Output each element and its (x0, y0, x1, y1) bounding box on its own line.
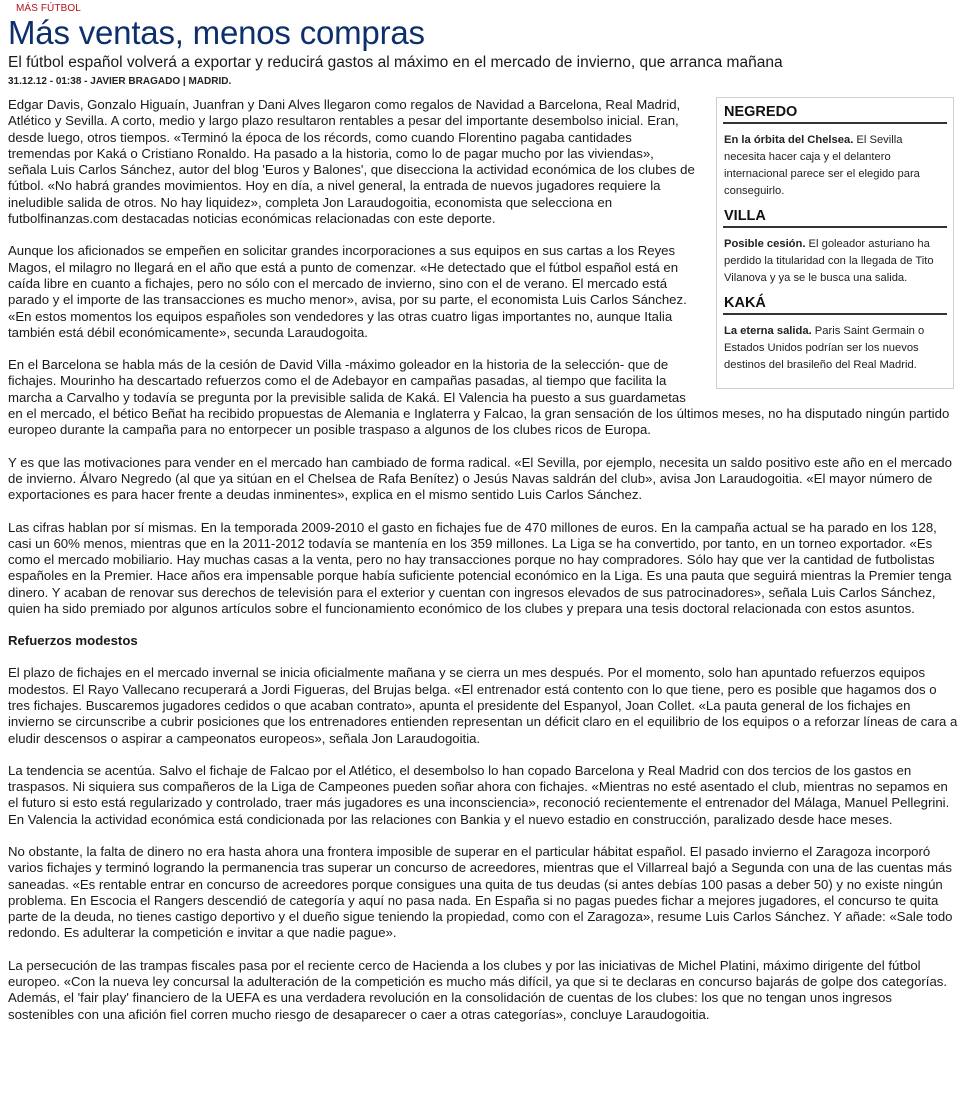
paragraph: Aunque los aficionados se empeñen en solicitar grandes incorporaciones a sus equipos en sus cartas a los Reyes Magos, el milagro no llegará en el año que está a punto de comenzar. «He detectado que el fútbol español está en caída libre en cuanto a fichajes, pero no sólo con el mercado de invierno, sino con el de verano. El mercado está parado y el importe de las transacciones es mucho menor», avisa, por su parte, el economista Luis Carlos Sánchez. «En estos momentos los equipos españoles son vendedores y las otras cuatro ligas importantes no, aunque Italia también está débil económicamente», secunda Laraudogoita. (8, 243, 687, 340)
sidebar-heading-negredo: NEGREDO (723, 104, 947, 124)
article-subtitle: El fútbol español volverá a exportar y reducirá gastos al máximo en el mercado de invierno, que arranca mañana (8, 54, 783, 71)
paragraph: No obstante, la falta de dinero no era hasta ahora una frontera imposible de superar en el particular hábitat español. El pasado invierno el Zaragoza incorporó varios fichajes y terminó logrando la permanencia tras superar un concurso de acreedores, mientras que el Villarreal bajó a Segunda con una de las cuentas más saneadas. «Es rentable entrar en concurso de acreedores porque consigues una quita de tus deudas (si antes debías 100 pasas a deber 50) y no existe ningún problema. En Escocia el Rangers descendió de categoría y aquí no pasa nada. En España si no pagas puedes fichar a mejores jugadores, el concurso te quita parte de la deuda, no tienes castigo deportivo y el dueño sigue teniendo la propiedad, como con el Zaragoza», resume Luis Carlos Sánchez. Y añade: «Sale todo redondo. Es adulterar la competición e invitar a que nadie pague». (8, 843, 953, 941)
sidebar-body: El goleador asturiano ha perdido la titularidad con la llegada de Tito Vilanova y ya se le busca una salida. (724, 238, 934, 284)
article-byline: 31.12.12 - 01:38 - JAVIER BRAGADO | MADRID. (8, 76, 232, 87)
paragraph: Y es que las motivaciones para vender en el mercado han cambiado de forma radical. «El Sevilla, por ejemplo, necesita un saldo positivo este año en el mercado de invierno. Álvaro Negredo (al que ya sitúan en el Chelsea de Rafa Benítez) o Jesús Navas saldrán del club», avisa Jon Laraudogoitia. «El mayor número de exportaciones es para hacer frente a deudas inminentes», explica en el mismo sentido Luis Carlos Sánchez. (8, 454, 952, 503)
paragraph: La tendencia se acentúa. Salvo el fichaje de Falcao por el Atlético, el desembolso lo han copado Barcelona y Real Madrid con dos tercios de los gastos en traspasos. Ni siquiera sus compañeros de la Liga de Campeones pueden soñar ahora con fichajes. «Mientras no esté asentado el club, mientras no sepamos en el futuro si esto está regularizado y controlado, traer más jugadores es una inconsciencia», reconoció recientemente el entrenador del Málaga, Manuel Pellegrini. En Valencia la actividad económica está condicionada por las relaciones con Bankia y el nuevo estadio en construcción, paralizado desde hace meses. (8, 762, 950, 827)
sidebar-lead: La eterna salida. (724, 325, 812, 337)
article (8, 0, 958, 1039)
sidebar-lead: En la órbita del Chelsea. (724, 134, 854, 146)
article-body (8, 97, 958, 1023)
sidebar-body: Paris Saint Germain o Estados Unidos podrían ser los nuevos destinos del brasileño del Real Madrid. (724, 325, 925, 371)
article-title: Más ventas, menos compras (8, 14, 425, 51)
sidebar-text-kaka (724, 323, 947, 374)
sidebar-text-villa (724, 236, 947, 287)
paragraph: La persecución de las trampas fiscales pasa por el reciente cerco de Hacienda a los clubes y por las iniciativas de Michel Platini, máximo dirigente del fútbol europeo. «Con la nueva ley concursal la adulteración de la competición es mucho más difícil, ya que si te declaras en concurso bajarás de golpe dos categorías. Además, el 'fair play' financiero de la UEFA es una verdadera revolución en la consolidación de cuentas de los clubes: los que no tengan unos ingresos sostenibles con una afición fiel corren mucho riesgo de desaparecer o caer a otras categorías», concluye Laraudogoitia. (8, 957, 948, 1022)
section-kicker[interactable]: MÁS FÚTBOL (16, 3, 81, 14)
sidebar-body: El Sevilla necesita hacer caja y el delantero internacional parece ser el elegido para conseguirlo. (724, 134, 920, 197)
paragraph: Las cifras hablan por sí mismas. En la temporada 2009-2010 el gasto en fichajes fue de 470 millones de euros. En la campaña actual se ha parado en los 128, casi un 60% menos, mientras que en la 2011-2012 todavía se mantenía en los 359 millones. La Liga se ha convertido, por tanto, en un torneo exportador. «Es como el mercado mobiliario. Hay muchas casas a la venta, pero no hay transacciones porque no hay compradores. Sólo hay que ver la cantidad de futbolistas españoles en la Premier. Hace años era impensable porque había suficiente potencial económico en la Liga. Es una pauta que seguirá mientras la Premier tenga dinero. Y acaban de renovar sus derechos de televisión para el exterior y cuentan con ingresos elevados de sus patrocinadores», señala Luis Carlos Sánchez, quien ha sido premiado por algunos artículos sobre el funcionamiento económico de los clubes y prepara una tesis doctoral relacionada con estos asuntos. (8, 519, 952, 617)
related-players-box (716, 97, 954, 389)
sidebar-lead: Posible cesión. (724, 238, 806, 250)
paragraph: El plazo de fichajes en el mercado invernal se inicia oficialmente mañana y se cierra un mes después. Por el momento, solo han apuntado refuerzos equipos modestos. El Rayo Vallecano recuperará a Jordi Figueras, del Brujas belga. «El entrenador está contento con lo que tiene, pero es posible que hagamos dos o tres fichajes. Buscaremos jugadores cedidos o que acaban contrato», apunta el presidente del Espanyol, Joan Collet. «La pauta general de los fichajes en invierno se circunscribe a cubrir posiciones que los entrenadores entienden representan un déficit claro en el equilibrio de los equipos o a reforzar líneas de cara a eludir descensos o aspirar a campeonatos europeos», señala Jon Laraudogoitia. (8, 665, 958, 746)
paragraph: Edgar Davis, Gonzalo Higuaín, Juanfran y Dani Alves llegaron como regalos de Navidad a Barcelona, Real Madrid, Atlético y Sevilla. A corto, medio y largo plazo resultaron rentables a pesar del importante desembolso inicial. Eran, desde luego, otros tiempos. «Terminó la época de los récords, como cuando Florentino pagaba cantidades tremendas por Kaká o Cristiano Ronaldo. Ha pasado a la historia, como lo de pagar mucho por las viviendas», señala Luis Carlos Sánchez, autor del blog 'Euros y Balones', que disecciona la actividad económica de los clubes de fútbol. «No habrá grandes movimientos. Hoy en día, a nivel general, la entrada de nuevos jugadores requiere la ineludible salida de otros. No hay liquidez», completa Jon Laraudogoitia, economista que selecciona en futbolfinanzas.com destacadas noticias económicas relacionadas con este deporte. (8, 97, 695, 227)
sidebar-heading-villa: VILLA (723, 208, 947, 228)
sidebar-heading-kaka: KAKÁ (723, 295, 947, 315)
subheading: Refuerzos modestos (8, 633, 138, 649)
paragraph: En el Barcelona se habla más de la cesión de David Villa -máximo goleador en la historia de la selección- que de fichajes. Mourinho ha descartado refuerzos como el de Adebayor en campañas pasadas, al tiempo que facilita la marcha a Carvalho y todavía se pregunta por la previsible salida de Kaká. El Valencia ha puesto a sus guardametas en el mercado, el bético Beñat ha recibido propuestas de Alemania e Inglaterra y Falcao, la gran sensación de los últimos meses, no ha disputado ningún partido europeo durante la campaña para no entorpecer un posible traspaso a algunos de los clubes ricos de Europa. (8, 357, 950, 438)
sidebar-text-negredo (724, 132, 947, 200)
